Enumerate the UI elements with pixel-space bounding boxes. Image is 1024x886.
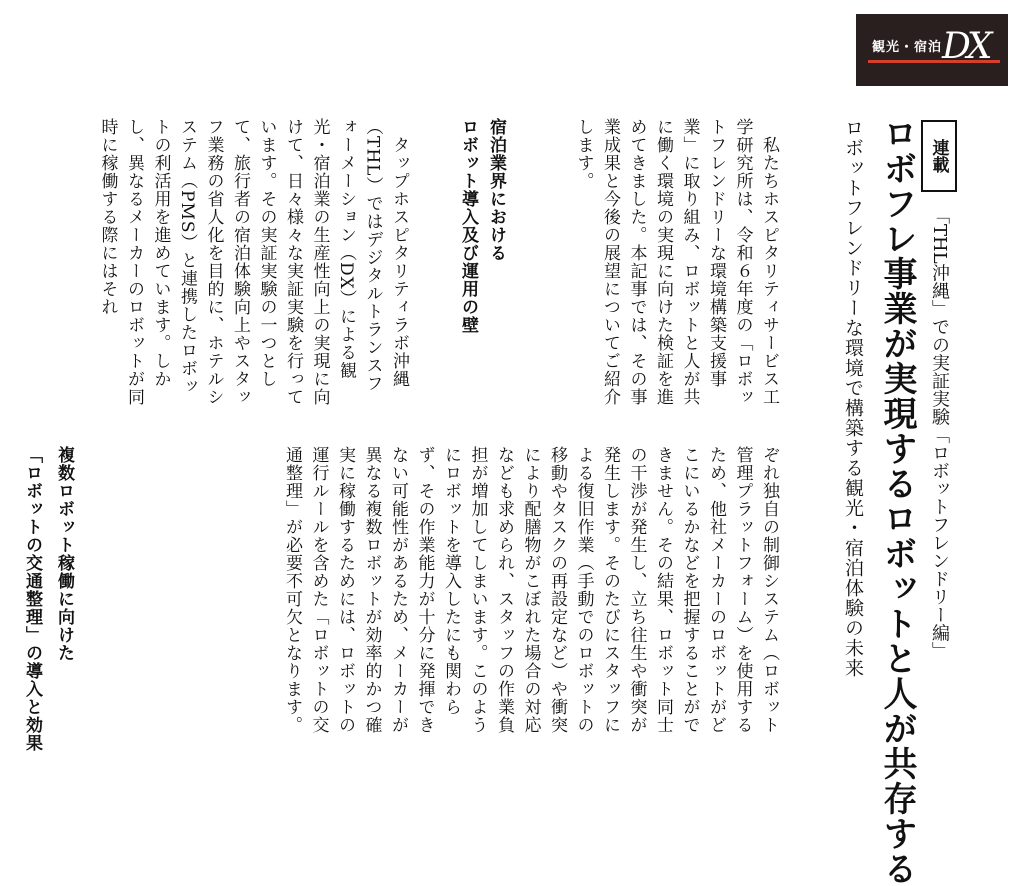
section1-paragraph: タップホスピタリティラボ沖縄（THL）ではデジタルトランスフォーメーション（DX）による観光・宿泊業の生産性向上の実現に向けて、日々様々な実証実験を行っています。その実証実験の一つとして、旅行者の宿泊体験向上やスタッフ業務の省人化を目的に、ホテルシステム（PMS）と連携したロボットの利活用を進めています。しかし、異なるメーカーのロボットが同時に稼働する際にはそれ — [97, 118, 409, 406]
intro-paragraph: 私たちホスピタリティサービス工学研究所は、令和６年度の「ロボットフレンドリーな環境構築支援事業」に取り組み、ロボットと人が共に働く環境の実現に向けた検証を進めてきました。本記事では、その事業成果と今後の展望についてご紹介します。 — [573, 118, 779, 406]
section1-heading-line2: ロボット導入及び運用の壁 — [458, 118, 478, 334]
page-subtitle: ロボットフレンドリーな環境で構築する観光・宿泊体験の未来 — [842, 118, 864, 678]
section2-heading-line1: 複数ロボット稼働に向けた — [54, 446, 74, 662]
dx-logo — [856, 14, 1008, 86]
section2-heading-line2: 「ロボットの交通整理」の導入と効果 — [22, 446, 42, 752]
series-title: 「THL沖縄」での実証実験「ロボットフレンドリー編」 — [929, 206, 950, 660]
logo-label: 観光・宿泊 — [872, 40, 943, 55]
logo-dx-mark: DX — [942, 26, 989, 67]
page-title: ロボフレ事業が実現するロボットと人が共存する — [877, 116, 917, 886]
section1-heading-line1: 宿泊業界における — [486, 118, 506, 262]
continuation-paragraph: ぞれ独自の制御システム（ロボット管理プラットフォーム）を使用するため、他社メーカーのロボットがどこにいるかなどを把握することができません。その結果、ロボット同士の干渉が発生し、立ち往生や衝突が発生します。そのたびにスタッフによる復旧作業（手動でのロボットの移動やタスクの再設定など）や衝突により配膳物がこぼれた場合の対応なども求められ、スタッフの作業負担が増加してしまいます。このようにロボットを導入したにも関わらず、その作業能力が十分に発揮できない可能性があるため、メーカーが異なる複数ロボットが効率的かつ確実に稼働するためには、ロボットの運行ルールを含めた「ロボットの交通整理」が必要不可欠となります。 — [282, 446, 779, 734]
series-badge: 連載 — [921, 120, 957, 192]
